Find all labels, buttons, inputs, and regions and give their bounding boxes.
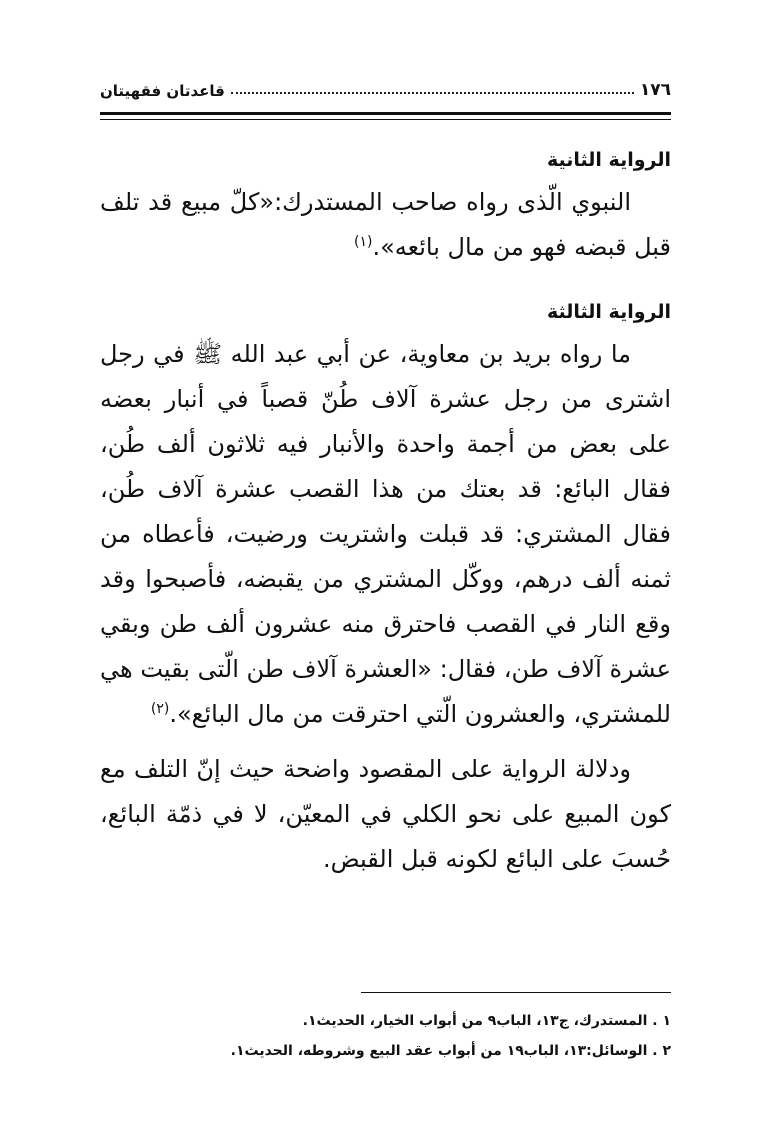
paragraph-conclusion: ودلالة الرواية على المقصود واضحة حيث إنّ التلف مع كون المبيع على نحو الكلي في المعيّن، لا في ذمّة البائع، حُسبَ على البائع لكونه قبل القبض. (100, 755, 671, 873)
footnote-ref-2[interactable]: (٢) (150, 701, 170, 717)
running-header (100, 70, 671, 100)
book-title: قاعدتان فقهيتان (100, 82, 225, 100)
footnote-1: ١ . المستدرك، ج١٣، الباب٩ من أبواب الخيار، الحديث١. (302, 1013, 671, 1029)
footnote-2: ٢ . الوسائل:١٣، الباب١٩ من أبواب عقد البيع وشروطه، الحديث١. (230, 1043, 671, 1059)
footnote-ref-1[interactable]: (١) (354, 234, 373, 250)
paragraph-third-narration (100, 332, 671, 737)
header-rule-thick (100, 112, 671, 115)
dotted-leader (231, 91, 634, 94)
footnote-separator (361, 992, 671, 993)
footnotes (100, 1006, 671, 1066)
page-number: ١٧٦ (639, 80, 671, 100)
paragraph-text: النبوي الّذى رواه صاحب المستدرك:«كلّ مبيع قد تلف قبل قبضه فهو من مال بائعه». (100, 188, 671, 261)
paragraph-second-narration (100, 180, 671, 270)
section-heading-third-narration: الرواية الثالثة (546, 301, 671, 323)
main-text (100, 140, 671, 882)
paragraph-text: ما رواه بريد بن معاوية، عن أبي عبد الله ﷺ في رجل اشترى من رجل عشرة آلاف طُنّ قصباً في أنبار بعضه على بعض من أجمة واحدة والأنبار فيه ثلاثون ألف طُن، فقال البائع: قد بعتك من هذا القصب عشرة آلاف طُن، فقال المشتري: قد قبلت واشتريت ورضيت، فأعطاه من ثمنه ألف درهم، ووكّل المشتري من يقبضه، فأصبحوا وقد وقع النار في القصب فاحترق منه عشرون ألف طن وبقي عشرة آلاف طن، فقال: «العشرة آلاف طن الّتى بقيت هي للمشتري، والعشرون الّتي احترقت من مال البائع». (100, 340, 671, 728)
header-rule-thin (100, 119, 671, 120)
section-heading-second-narration: الرواية الثانية (546, 149, 671, 171)
